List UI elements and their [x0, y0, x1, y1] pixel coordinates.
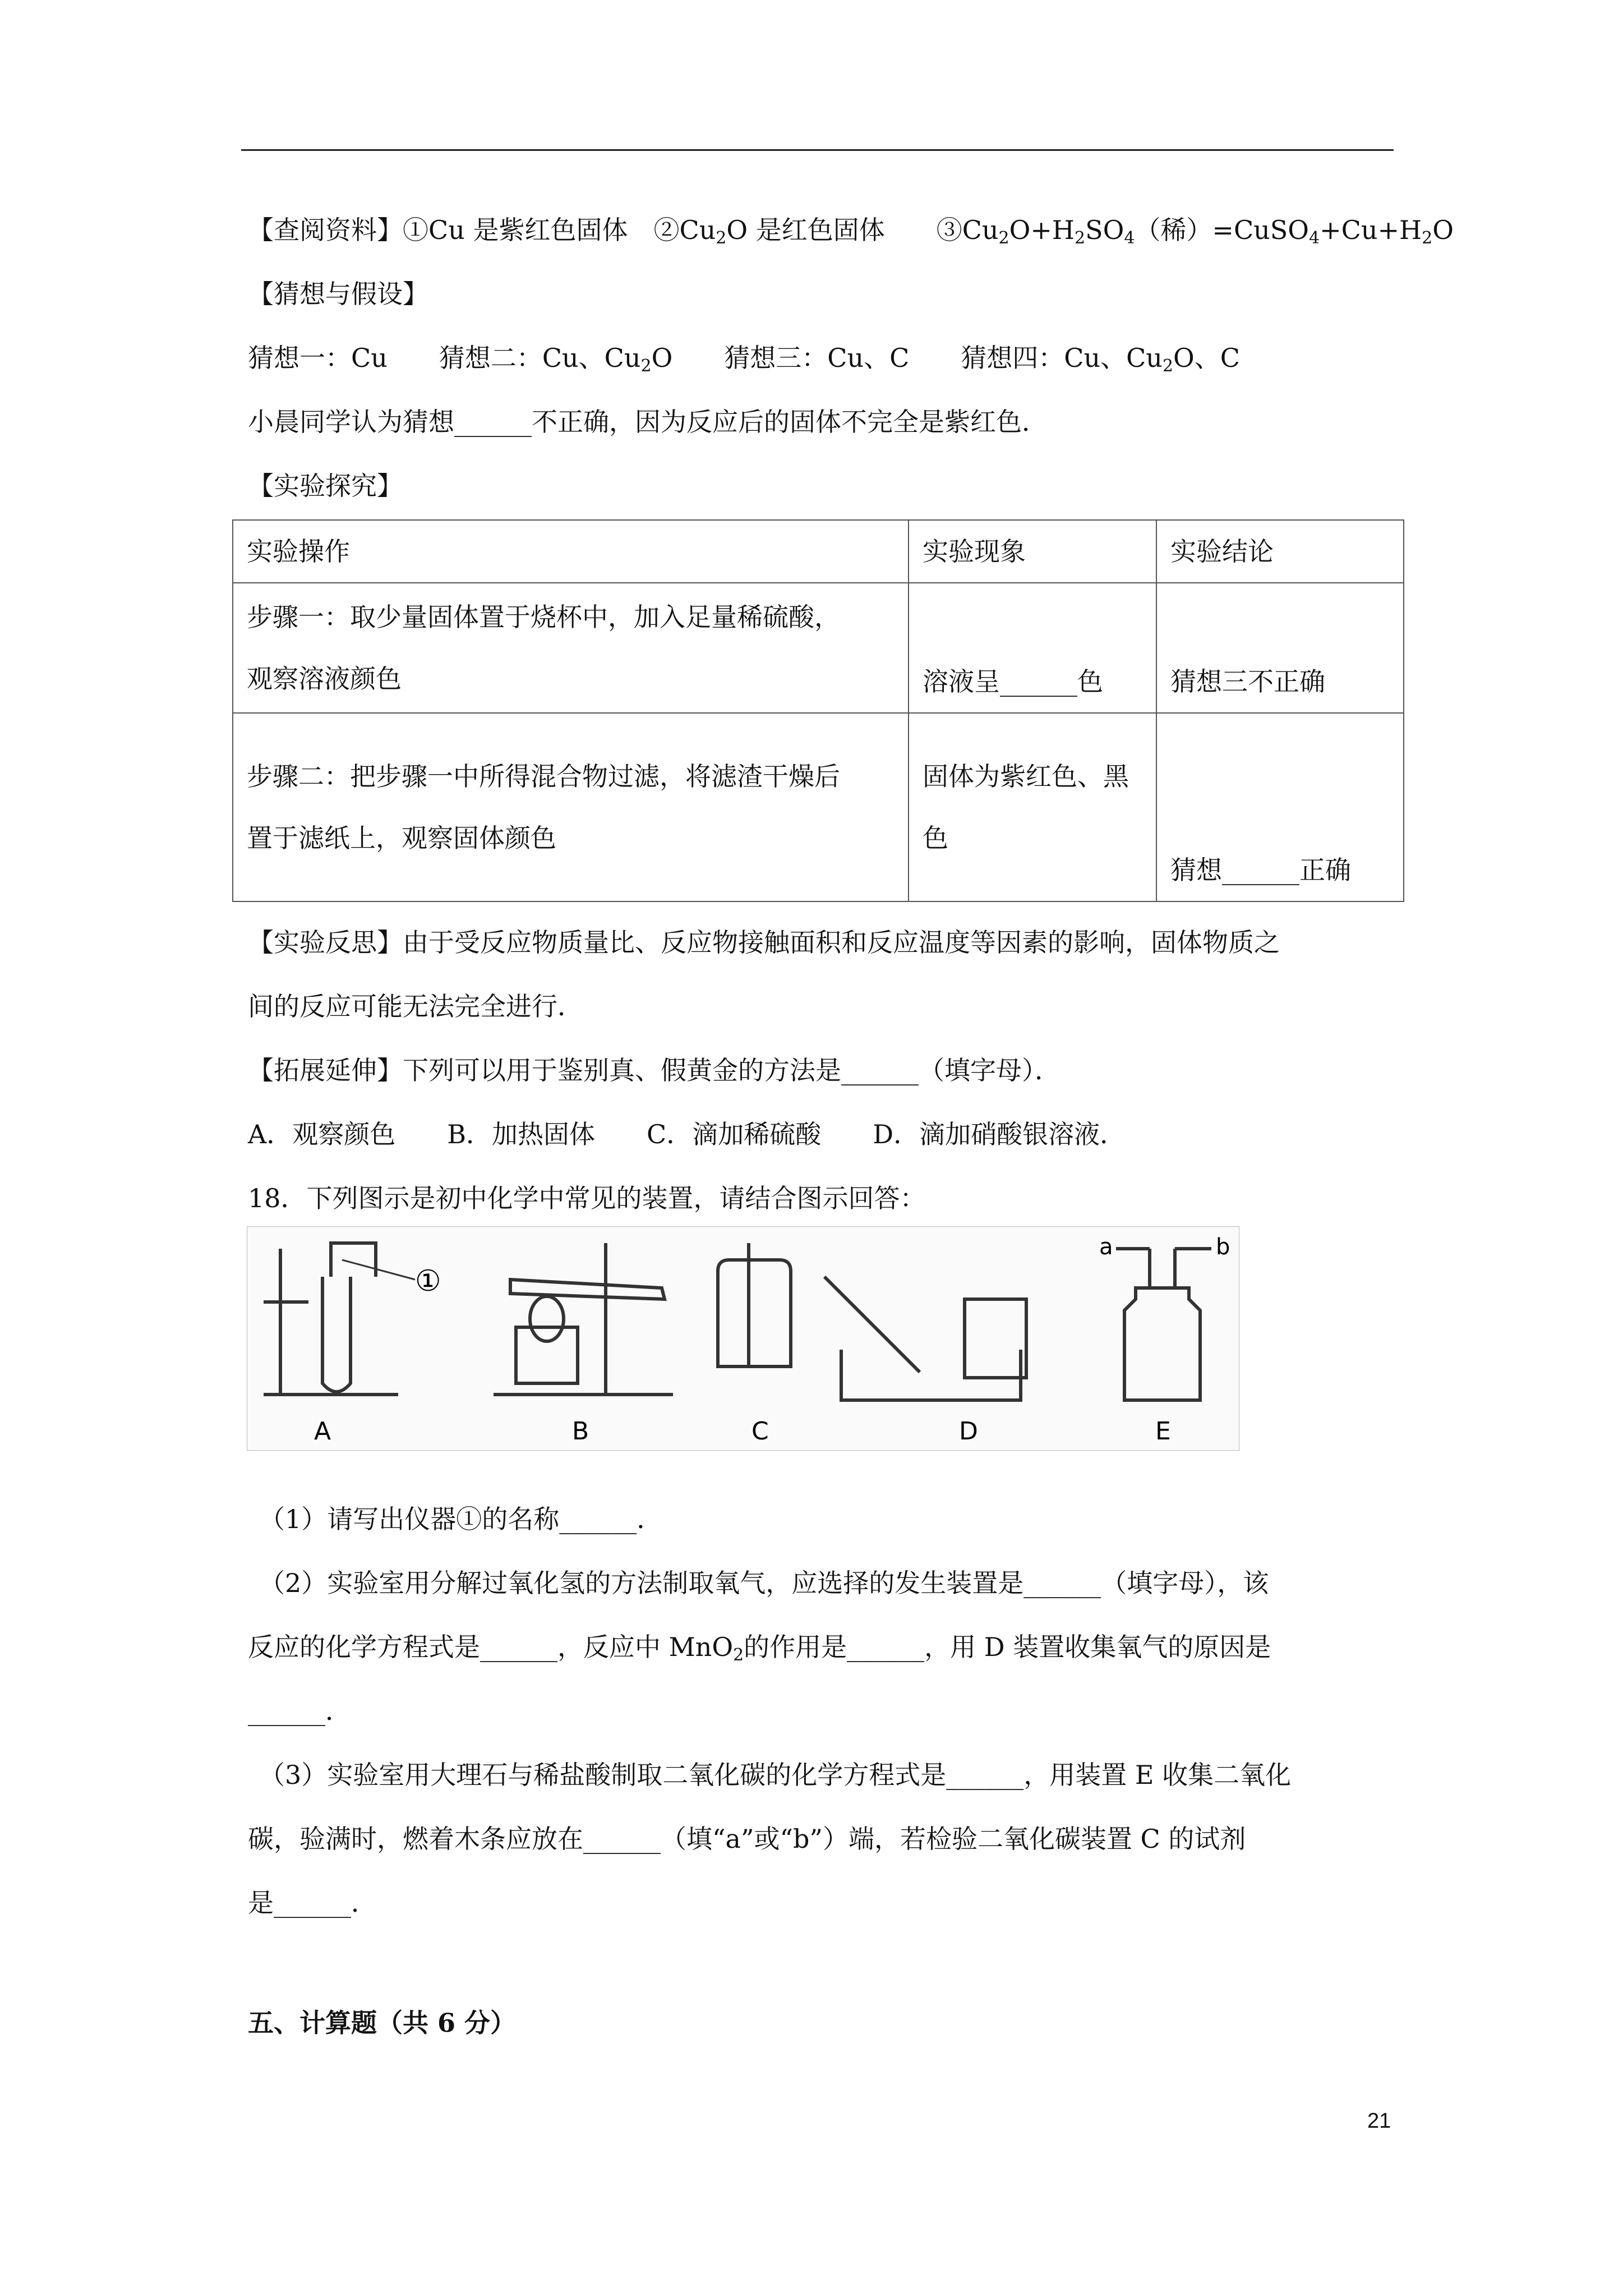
- explore-heading: 【实验探究】: [248, 471, 403, 501]
- figure-label-b: B: [572, 1417, 589, 1446]
- question-18: 18．下列图示是初中化学中常见的装置，请结合图示回答：: [248, 1183, 926, 1213]
- figure-label-d: D: [959, 1417, 978, 1446]
- apparatus-figure: [247, 1226, 1239, 1451]
- options-line: A．观察颜色 B．加热固体 C．滴加稀硫酸 D．滴加硝酸银溶液．: [248, 1119, 1126, 1149]
- question-1: （1）请写出仪器①的名称______．: [259, 1504, 663, 1534]
- figure-label-c: C: [751, 1417, 769, 1446]
- table-row: [233, 583, 1404, 713]
- port-label-b: b: [1216, 1234, 1230, 1260]
- table-cell-phenomenon: 溶液呈______色: [909, 583, 1156, 713]
- table-cell-phenomenon: 固体为紫红色、黑 色: [909, 713, 1156, 901]
- question-3-line-2: 碳，验满时，燃着木条应放在______（填“a”或“b”）端，若检验二氧化碳装置 C 的试剂: [248, 1824, 1246, 1854]
- instrument-marker: ①: [415, 1264, 441, 1298]
- header-rule: [241, 149, 1394, 151]
- question-3-line-1: （3）实验室用大理石与稀盐酸制取二氧化碳的化学方程式是______，用装置 E 收集二氧化: [259, 1760, 1292, 1790]
- section-heading: 五、计算题（共 6 分）: [248, 2008, 517, 2038]
- question-2-line-1: （2）实验室用分解过氧化氢的方法制取氧气，应选择的发生装置是______（填字母），该: [259, 1568, 1269, 1598]
- port-label-a: a: [1099, 1234, 1113, 1260]
- table-header-cell: 实验现象: [909, 520, 1156, 583]
- table-header-cell: 实验结论: [1156, 520, 1404, 583]
- question-2-line-2: 反应的化学方程式是______，反应中 MnO$_2$的作用是______，用 D 装置收集氧气的原因是: [248, 1632, 1271, 1665]
- experiment-table: [232, 519, 1404, 902]
- table-header-row: [233, 520, 1404, 583]
- figure-label-e: E: [1155, 1417, 1171, 1446]
- guess-line: 猜想一：Cu 猜想二：Cu、$Cu_2O$ 猜想三：Cu、C 猜想四：Cu、$Cu_2O$、C: [248, 343, 1240, 376]
- table-cell-operation: 步骤二：把步骤一中所得混合物过滤，将滤渣干燥后 置于滤纸上，观察固体颜色: [233, 713, 909, 901]
- guess-heading: 【猜想与假设】: [248, 279, 428, 309]
- table-cell-conclusion: 猜想______正确: [1156, 713, 1404, 901]
- table-cell-conclusion: 猜想三不正确: [1156, 583, 1404, 713]
- table-header-cell: 实验操作: [233, 520, 909, 583]
- table-cell-operation: 步骤一：取少量固体置于烧杯中，加入足量稀硫酸， 观察溶液颜色: [233, 583, 909, 713]
- page-number: 21: [1367, 2109, 1391, 2133]
- reflection-line-2: 间的反应可能无法完全进行．: [248, 991, 583, 1022]
- wrong-guess-line: 小晨同学认为猜想______不正确，因为反应后的固体不完全是紫红色．: [248, 407, 1048, 437]
- table-row: [233, 713, 1404, 901]
- question-3-line-3: 是______．: [248, 1888, 377, 1918]
- reference-line: 【查阅资料】①Cu 是紫红色固体 $②Cu_2O$ 是红色固体 $③Cu_2O+H_2SO_4$（稀）$=CuSO_4+Cu+H_2O$: [248, 215, 1454, 248]
- extension-line: 【拓展延伸】下列可以用于鉴别真、假黄金的方法是______（填字母）．: [248, 1055, 1061, 1085]
- question-2-line-3: ______．: [248, 1696, 351, 1726]
- reflection-line-1: 【实验反思】由于受反应物质量比、反应物接触面积和反应温度等因素的影响，固体物质之: [248, 927, 1280, 958]
- figure-label-a: A: [314, 1417, 331, 1446]
